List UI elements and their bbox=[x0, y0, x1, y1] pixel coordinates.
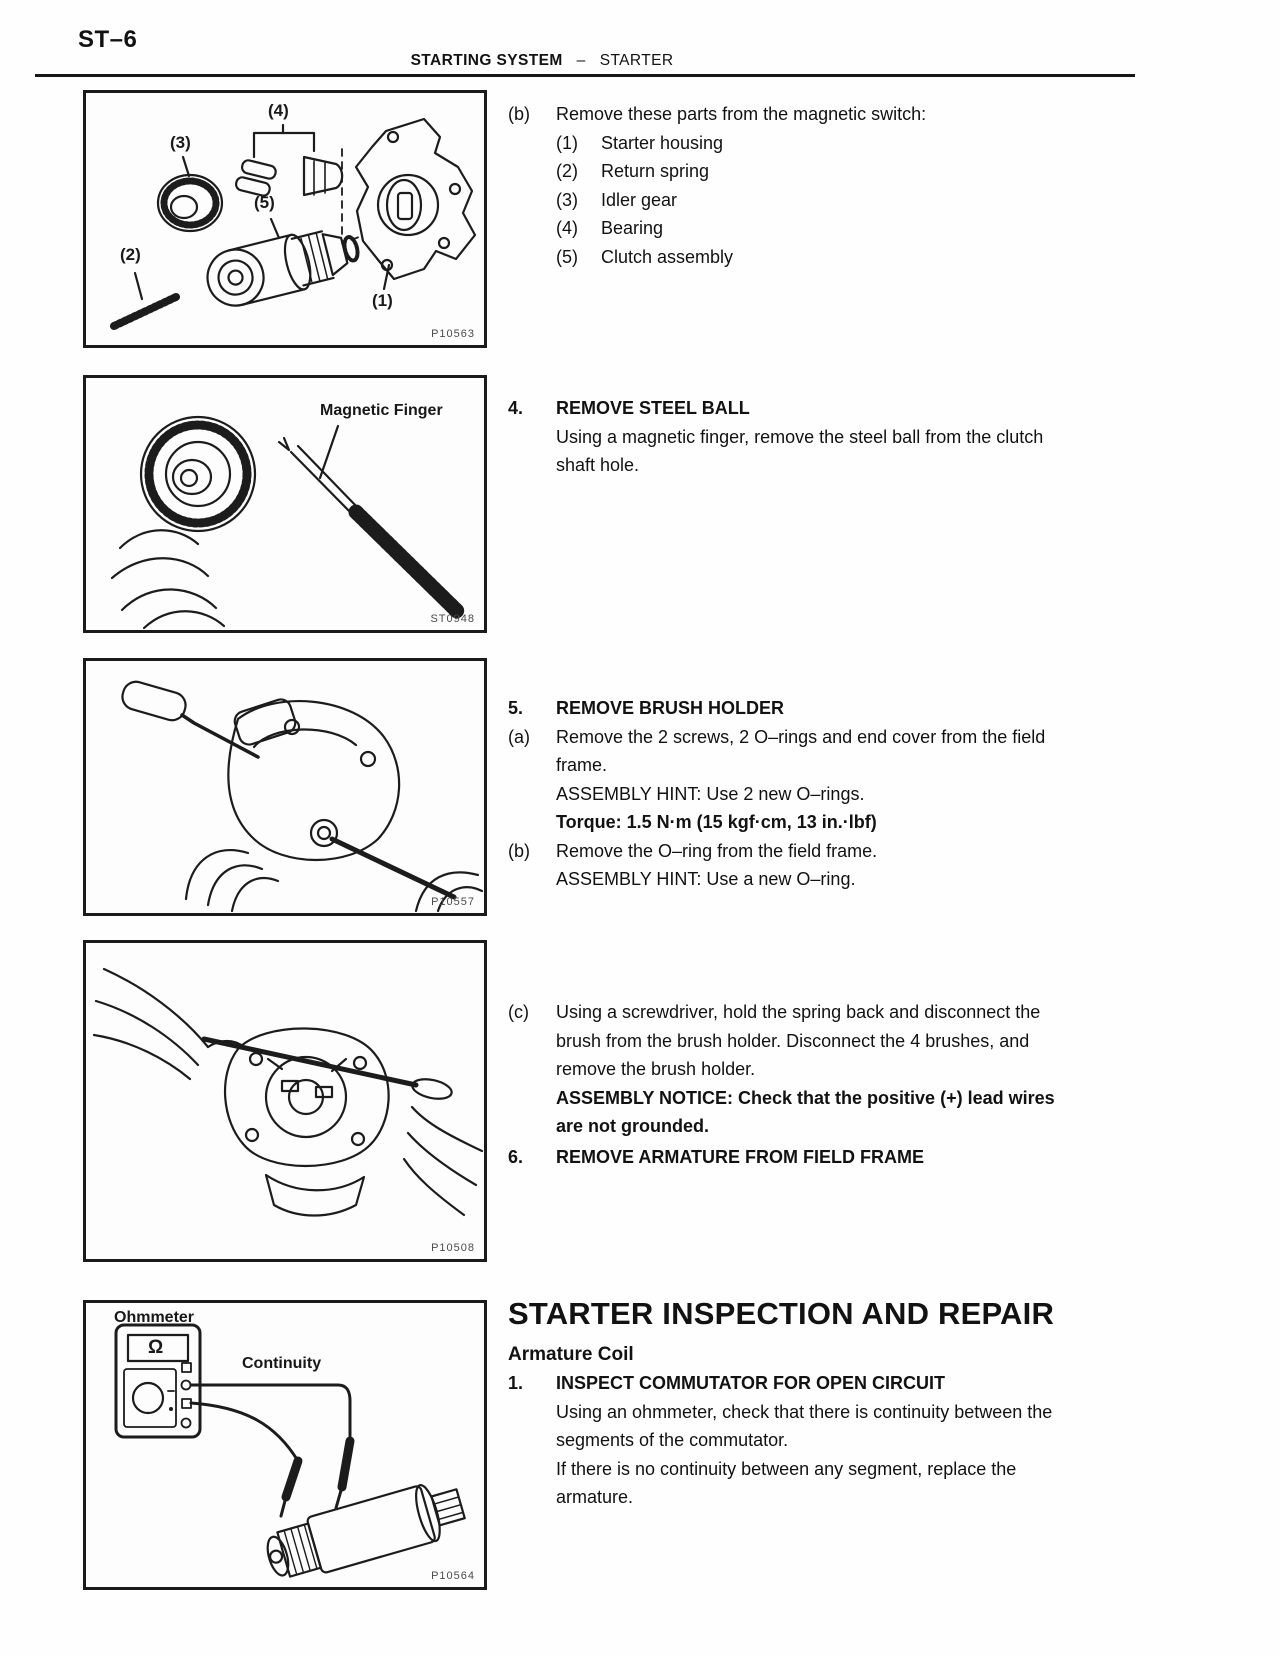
idler-gear bbox=[158, 175, 222, 231]
callout-label: (1) bbox=[372, 291, 393, 310]
torque-spec: Torque: 1.5 N·m (15 kgf·cm, 13 in.·lbf) bbox=[556, 812, 877, 832]
substep-text: Using a screwdriver, hold the spring back and disconnect the brush from the brush holder. Disconnect the 4 brushes, and remove the brush holder. bbox=[556, 1002, 1041, 1079]
brush-disconnect-illustration bbox=[86, 943, 484, 1259]
exploded-parts-illustration bbox=[86, 93, 484, 345]
callout-label: (5) bbox=[254, 193, 275, 212]
callout-label: (2) bbox=[120, 245, 141, 264]
step-4 bbox=[508, 394, 1083, 480]
step-number: 1. bbox=[508, 1373, 524, 1393]
item-label: Starter housing bbox=[601, 132, 724, 153]
step-number: 4. bbox=[508, 398, 524, 418]
substep-marker: (a) bbox=[508, 726, 530, 747]
figure-code: P10564 bbox=[431, 1570, 475, 1582]
ohmmeter-label: Ohmmeter bbox=[114, 1309, 195, 1326]
section-title: STARTER INSPECTION AND REPAIR bbox=[508, 1296, 1055, 1331]
lower-bracket bbox=[266, 1175, 364, 1216]
figure-brush-disconnect bbox=[83, 940, 487, 1262]
section-subtitle: Armature Coil bbox=[508, 1344, 634, 1365]
step-5c-and-6 bbox=[508, 998, 1083, 1171]
item-label: Bearing bbox=[601, 218, 664, 238]
substep-marker: (c) bbox=[508, 1002, 529, 1022]
list-item bbox=[508, 214, 1083, 243]
item-num: (2) bbox=[556, 161, 578, 181]
figure-magnetic-finger bbox=[83, 375, 487, 633]
substep-marker: (b) bbox=[508, 840, 530, 861]
step-title: REMOVE STEEL BALL bbox=[556, 398, 750, 418]
probe-1 bbox=[336, 1441, 350, 1508]
step-number: 5. bbox=[508, 698, 524, 718]
item-label: Return spring bbox=[601, 161, 710, 181]
step-line bbox=[508, 1369, 1083, 1398]
step-body: Using a magnetic finger, remove the steel ball from the clutch shaft hole. bbox=[556, 426, 1044, 475]
callout-label: (4) bbox=[268, 101, 289, 120]
screwdriver-rod bbox=[204, 1039, 453, 1102]
item-num: (5) bbox=[556, 246, 578, 267]
item-num: (3) bbox=[556, 189, 578, 210]
header-rule bbox=[35, 74, 1135, 77]
assembly-hint: ASSEMBLY HINT: Use a new O–ring. bbox=[556, 869, 856, 889]
substep-c bbox=[508, 998, 1083, 1084]
figure-code: P10508 bbox=[431, 1242, 475, 1254]
return-spring bbox=[114, 297, 176, 326]
label-leader-line bbox=[320, 426, 338, 478]
hand bbox=[112, 530, 224, 628]
header-subsection: STARTER bbox=[599, 52, 674, 69]
step-line bbox=[508, 694, 1083, 723]
step-text: Remove these parts from the magnetic switch: bbox=[556, 104, 927, 124]
header-separator: – bbox=[576, 52, 586, 69]
lower-hand bbox=[404, 1107, 482, 1215]
test-lead-1 bbox=[191, 1385, 350, 1441]
bearings bbox=[235, 157, 342, 197]
ohmmeter-illustration bbox=[86, 1303, 484, 1587]
screwdriver-handle bbox=[119, 679, 258, 757]
figure-code: P10563 bbox=[431, 328, 475, 340]
step-body: If there is no continuity between any segment, replace the armature. bbox=[556, 1458, 1017, 1507]
test-lead-2 bbox=[191, 1403, 298, 1461]
left-hand bbox=[186, 850, 278, 911]
item-label: Idler gear bbox=[601, 189, 678, 210]
step-number: 6. bbox=[508, 1146, 524, 1167]
callout-label: (3) bbox=[170, 133, 191, 152]
substep-b bbox=[508, 837, 1083, 866]
magnetic-finger-label: Magnetic Finger bbox=[320, 402, 443, 419]
assembly-notice: ASSEMBLY NOTICE: Check that the positive (+) lead wires are not grounded. bbox=[556, 1087, 1055, 1136]
screwdriver-shaft bbox=[332, 839, 454, 897]
clutch-gear bbox=[141, 417, 255, 531]
step-title: REMOVE BRUSH HOLDER bbox=[556, 698, 785, 718]
step-5 bbox=[508, 694, 1083, 894]
list-item bbox=[508, 129, 1083, 158]
magnetic-finger-tool bbox=[279, 438, 458, 612]
step-line bbox=[508, 100, 1083, 129]
ohm-symbol-icon: Ω bbox=[148, 1337, 164, 1358]
assembly-hint: ASSEMBLY HINT: Use 2 new O–rings. bbox=[556, 783, 865, 804]
clutch-assembly bbox=[202, 220, 364, 311]
item-num: (1) bbox=[556, 132, 578, 153]
list-item bbox=[508, 243, 1083, 272]
upper-hand bbox=[94, 969, 244, 1079]
figure-exploded-parts bbox=[83, 90, 487, 348]
figure-code: ST0948 bbox=[430, 613, 475, 625]
step-b-remove-parts bbox=[508, 100, 1083, 271]
item-num: (4) bbox=[556, 218, 578, 238]
list-item bbox=[508, 157, 1083, 186]
field-frame bbox=[228, 697, 399, 860]
brush-holder-illustration bbox=[86, 661, 484, 913]
step-title: INSPECT COMMUTATOR FOR OPEN CIRCUIT bbox=[556, 1373, 945, 1393]
starter-housing bbox=[356, 119, 475, 279]
substep-a bbox=[508, 723, 1083, 780]
inspection-section bbox=[508, 1296, 1083, 1512]
step-title: REMOVE ARMATURE FROM FIELD FRAME bbox=[556, 1146, 924, 1167]
substep-text: Remove the 2 screws, 2 O–rings and end cover from the field frame. bbox=[556, 726, 1046, 775]
step-marker: (b) bbox=[508, 104, 530, 124]
figure-brush-holder-removal bbox=[83, 658, 487, 916]
step-line bbox=[508, 394, 1083, 423]
list-item bbox=[508, 186, 1083, 215]
substep-text: Remove the O–ring from the field frame. bbox=[556, 840, 878, 861]
continuity-label: Continuity bbox=[242, 1355, 322, 1372]
header-section: STARTING SYSTEM bbox=[410, 52, 563, 69]
figure-ohmmeter-check bbox=[83, 1300, 487, 1590]
figure-code: P10557 bbox=[431, 896, 475, 908]
item-label: Clutch assembly bbox=[601, 246, 734, 267]
probe-2 bbox=[281, 1461, 298, 1516]
step-body: Using an ohmmeter, check that there is continuity between the segments of the commutator. bbox=[556, 1401, 1053, 1450]
step-line bbox=[508, 1143, 1083, 1172]
header-title bbox=[352, 52, 732, 70]
page-number: ST–6 bbox=[78, 26, 138, 53]
